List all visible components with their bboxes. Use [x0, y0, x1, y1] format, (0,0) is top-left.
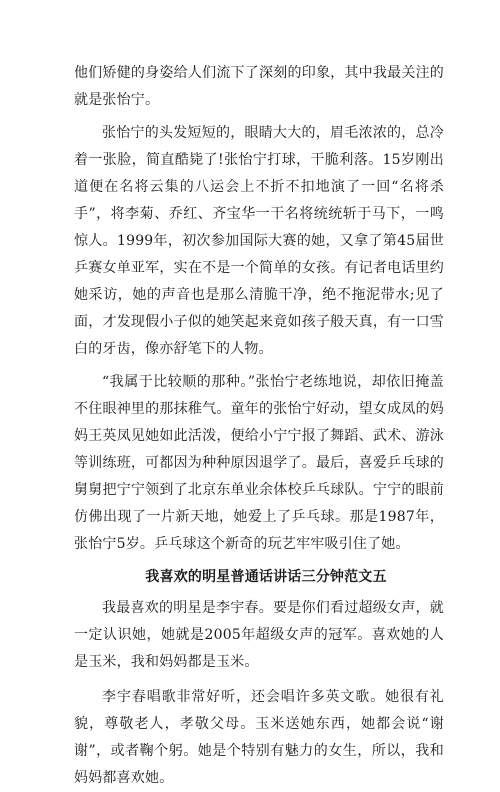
section-heading: 我喜欢的明星普通话讲话三分钟范文五	[145, 569, 387, 585]
paragraph-li-yuchun-intro: 我最喜欢的明星是李宇春。要是你们看过超级女声，就一定认识她，她就是2005年超级女声的冠军。喜欢她的人是玉米，我和妈妈都是玉米。	[74, 600, 444, 670]
paragraph-continuation: 他们矫健的身姿给人们流下了深刻的印象，其中我最关注的就是张怡宁。	[74, 65, 444, 108]
paragraph-li-yuchun-traits: 李宇春唱歌非常好听，还会唱许多英文歌。她很有礼貌，尊敬老人，孝敬父母。玉米送她东西，她都会说“谢谢”，或者鞠个躬。她是个特别有魅力的女生，所以，我和妈妈都喜欢她。	[74, 689, 444, 786]
paragraph-zhang-appearance: 张怡宁的头发短短的，眼睛大大的，眉毛浓浓的，总冷着一张脸，简直酷毙了!张怡宁打球，干脆利落。15岁刚出道便在名将云集的八运会上不折不扣地演了一回“名将杀手”，将李菊、乔红、齐宝华一干名将统统斩于马下，一鸣惊人。1999年，初次参加国际大赛的她，又拿了第45届世乒赛女单亚军，实在不是一个简单的女孩。有记者电话里约她采访，她的声音也是那么清脆干净，绝不拖泥带水;见了面，才发现假小子似的她笑起来竟如孩子般天真，有一口雪白的牙齿，像亦舒笔下的人物。	[74, 125, 444, 357]
paragraph-zhang-childhood: “我属于比较顺的那种。”张怡宁老练地说，却依旧掩盖不住眼神里的那抹稚气。童年的张怡宁好动，望女成凤的妈妈王英凤见她如此活泼，便给小宁宁报了舞蹈、武术、游泳等训练班，可都因为种种原因退学了。最后，喜爱乒乓球的舅舅把宁宁领到了北京东单业余体校乒乓球队。宁宁的眼前仿佛出现了一片新天地，她爱上了乒乓球。那是1987年，张怡宁5岁。乒乓球这个新奇的玩艺牢牢吸引住了她。	[74, 374, 444, 552]
document-page	[74, 60, 444, 792]
